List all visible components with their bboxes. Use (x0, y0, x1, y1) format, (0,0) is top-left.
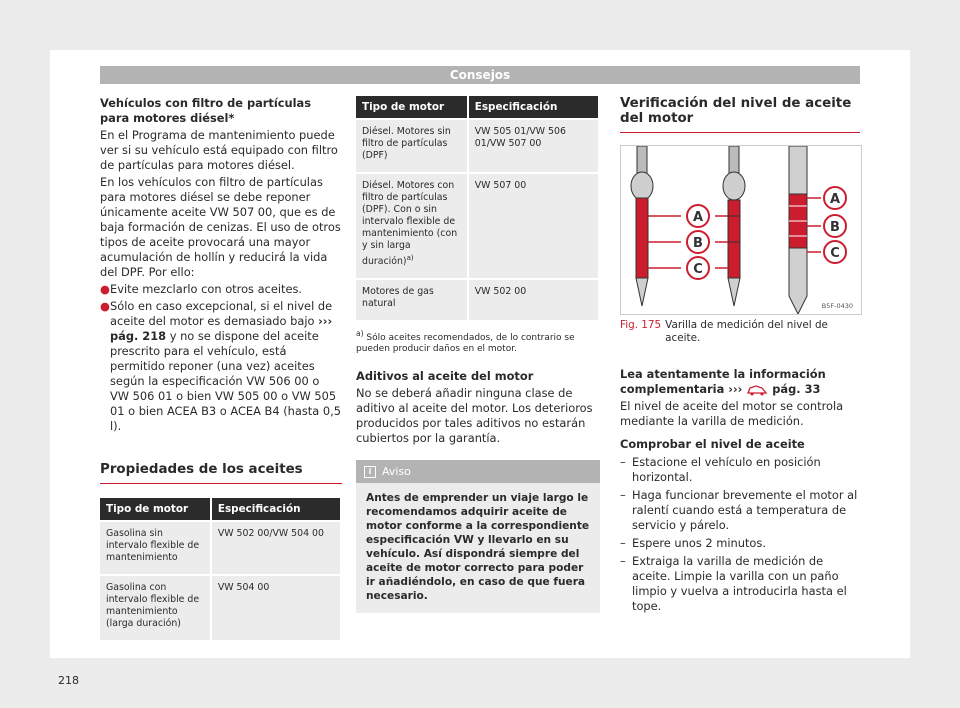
page-number: 218 (58, 674, 79, 687)
lead-link-arrows[interactable]: ››› (728, 382, 743, 396)
additives-title: Aditivos al aceite del motor (356, 369, 534, 384)
list-item: – Estacione el vehículo en posición horizontal. (620, 455, 821, 484)
page (50, 50, 910, 687)
aviso-box (356, 460, 600, 613)
info-icon: i (364, 466, 376, 478)
lead-text: Lea atentamente la información complementaria ››› pág. 33 (620, 367, 826, 396)
svg-text:A: A (692, 210, 704, 225)
list-item: – Haga funcionar brevemente el motor al ralentí cuando está a temperatura de servicio y párelo. (620, 488, 858, 532)
column-2 (356, 96, 600, 613)
table-header: Especificación (468, 96, 599, 119)
table-footnote: $^{a)}$ Sólo aceites recomendados, de lo contrario se pueden producir daños en el motor. (356, 329, 575, 355)
column-3 (620, 96, 860, 614)
figure-caption: Fig. 175 Varilla de medición del nivel de aceite. (620, 319, 828, 344)
svg-text:C: C (693, 262, 703, 277)
oil-table-2 (356, 96, 600, 320)
table-row: Gasolina sin intervalo flexible de mantenimiento VW 502 00/VW 504 00 (100, 521, 341, 575)
label-c (687, 257, 709, 279)
table-row: Motores de gas natural VW 502 00 (356, 279, 599, 320)
list-item: – Extraiga la varilla de medición de aceite. Limpie la varilla con un paño limpio y vuelva a introducirla hasta el tope. (620, 554, 847, 613)
table-header: Tipo de motor (100, 498, 211, 521)
label-a-right (824, 187, 846, 209)
check-title: Comprobar el nivel de aceite (620, 437, 805, 451)
bullet-dot-icon: ● (100, 282, 110, 296)
additives-text: No se deberá añadir ninguna clase de aditivo al aceite del motor. Los deterioros producidos por tales aditivos no estarán cubiertos por la garantía. (356, 386, 593, 446)
table-row: Gasolina con intervalo flexible de mantenimiento (larga duración) VW 504 00 (100, 575, 341, 640)
section-title-oils: Propiedades de los aceites (100, 462, 342, 484)
svg-text:C: C (830, 246, 840, 261)
dipstick-figure (620, 145, 862, 315)
dpf-paragraph-2: En los vehículos con filtro de partículas para motores diésel se debe reponer únicamente aceite VW 507 00, que es de baja formación de cenizas. El uso de otros tipos de aceite provocará una mayor acumulación de hollín y reducirá la vida del DPF. Por ello: (100, 175, 341, 279)
table-header: Tipo de motor (356, 96, 468, 119)
bullet-1: ● Evite mezclarlo con otros aceites. (100, 282, 303, 296)
oil-level-title: Verificación del nivel de aceite del motor (620, 96, 860, 133)
table-row: Diésel. Motores con filtro de partículas (DPF). Con o sin intervalo flexible de mantenimiento (con y sin larga duración)$^{a)}$ VW 507 00 (356, 173, 599, 279)
table-row: Diésel. Motores sin filtro de partículas (DPF) VW 505 01/VW 506 01/VW 507 00 (356, 119, 599, 173)
car-book-icon (746, 384, 768, 396)
column-1 (100, 96, 342, 640)
label-b (687, 231, 709, 253)
figure-code: B5F-0430 (821, 302, 853, 310)
lead-page-link[interactable]: pág. 33 (772, 382, 821, 396)
page-link[interactable]: ››› pág. 218 (110, 314, 333, 343)
dpf-paragraph-1: En el Programa de mantenimiento puede ver si su vehículo está equipado con filtro de partículas para motores diésel. (100, 128, 338, 172)
oil-table-1 (100, 498, 342, 640)
list-item: – Espere unos 2 minutos. (620, 536, 766, 550)
aviso-text: Antes de emprender un viaje largo le recomendamos adquirir aceite de motor conforme a la correspondiente especificación VW y llevarlo en su vehículo. Así dispondrá siempre del aceite de motor correcto para poder ir añadiéndolo, en caso de que fuera necesario. (366, 492, 590, 603)
bullet-dot-icon: ● (100, 299, 110, 313)
page-header: Consejos (100, 66, 860, 84)
bullet-2: ● Sólo en caso excepcional, si el nivel de aceite del motor es demasiado bajo ››› pág. 218 y no se dispone del aceite prescrito para el vehículo, está permitido reponer (una vez) aceites según la especificación VW 506 00 o VW 506 01 o bien VW 505 00 o VW 505 01 o bien ACEA B3 o ACEA B4 (hasta 0,5 l). (100, 299, 341, 433)
svg-text:A: A (829, 192, 841, 207)
dpf-title: Vehículos con filtro de partículas para motores diésel* (100, 96, 312, 125)
label-a (687, 205, 709, 227)
dipstick-illustration (621, 146, 861, 314)
aviso-header: i Aviso (356, 460, 600, 483)
svg-text:B: B (693, 236, 703, 251)
label-c-right (824, 241, 846, 263)
svg-text:B: B (830, 220, 840, 235)
oil-level-text: El nivel de aceite del motor se controla mediante la varilla de medición. (620, 399, 844, 428)
label-b-right (824, 215, 846, 237)
dipstick-right (789, 146, 807, 314)
table-header: Especificación (211, 498, 341, 521)
